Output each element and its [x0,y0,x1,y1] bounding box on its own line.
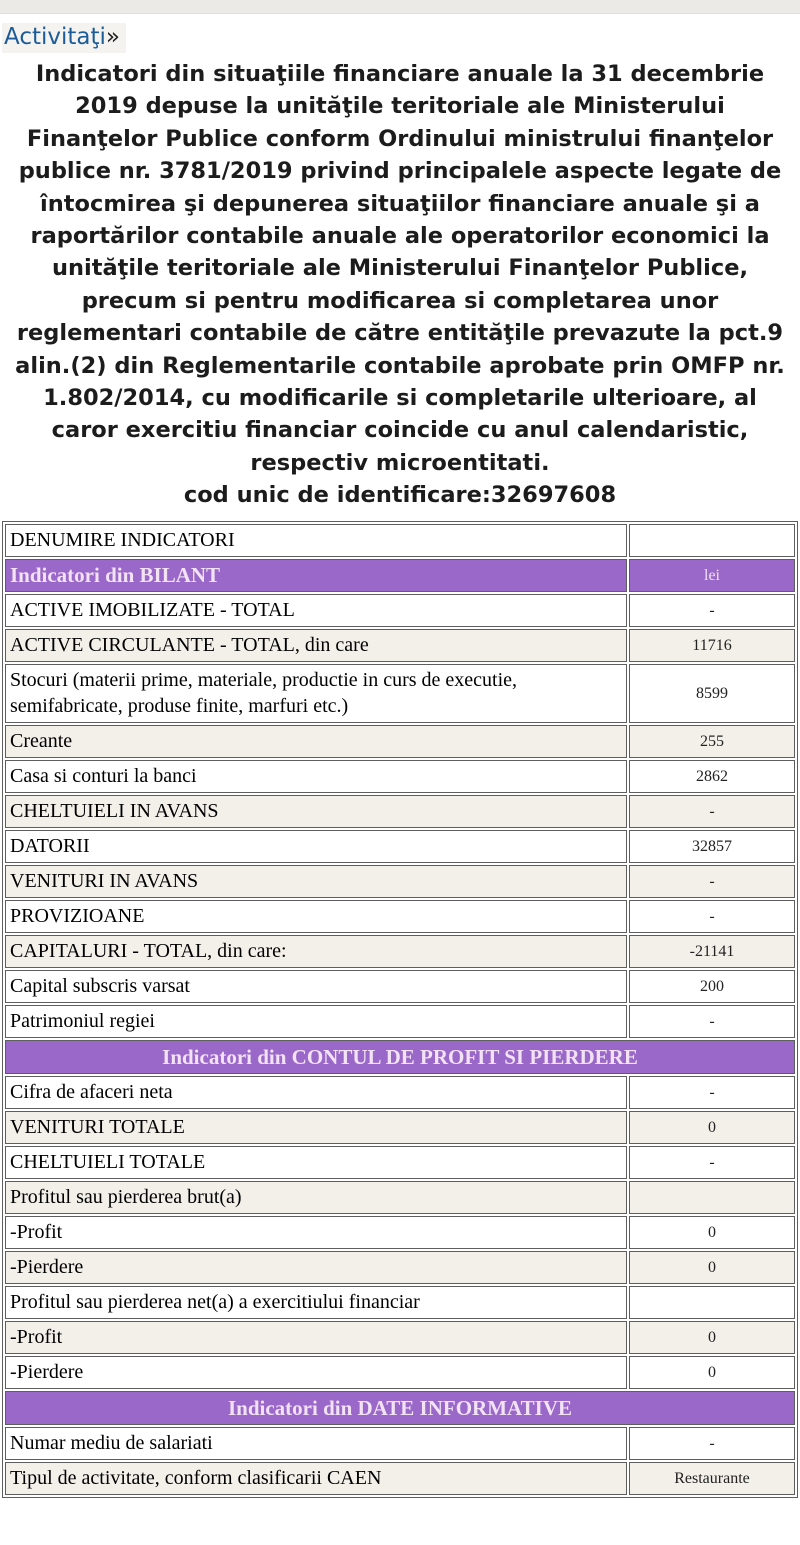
indicator-label: CAPITALURI - TOTAL, din care: [5,935,627,968]
indicator-label: -Pierdere [5,1251,627,1284]
table-row [5,664,795,723]
indicator-value: - [629,865,795,898]
page-title: Indicatori din situaţiile financiare anuale la 31 decembrie 2019 depuse la unităţile teritoriale ale Ministerului Finanţelor Publice conform Ordinului ministrului finanţelor publice nr. 3781/2019 privind principalele aspecte legate de întocmirea şi depunerea situaţiilor financiare anuale şi a raportărilor contabile anuale ale operatorilor economici la unităţile teritoriale ale Ministerului Finanţelor Publice, precum si pentru modificarea si completarea unor reglementari contabile de către entităţile prevazute la pct.9 alin.(2) din Reglementarile contabile aprobate prin OMFP nr. 1.802/2014, cu modificarile si completarile ulterioare, al caror exercitiu financiar coincide cu anul calendaristic, respectiv microentitati. [15,61,785,476]
indicator-label: Profitul sau pierderea brut(a) [5,1181,627,1214]
indicator-value: 255 [629,725,795,758]
table-row [5,524,795,557]
table-row [5,1076,795,1109]
page-title-block [8,58,792,511]
indicator-label: DENUMIRE INDICATORI [5,524,627,557]
indicator-value: 8599 [629,664,795,723]
indicator-label: -Profit [5,1321,627,1354]
table-row [5,900,795,933]
indicator-label: -Pierdere [5,1356,627,1389]
indicator-label: Patrimoniul regiei [5,1005,627,1038]
table-row [5,1462,795,1495]
indicator-value: - [629,1427,795,1460]
indicator-value: Restaurante [629,1462,795,1495]
indicator-value: 32857 [629,830,795,863]
table-row [5,1356,795,1389]
activities-link-label: Activitaţi [4,24,106,50]
indicator-value: 0 [629,1356,795,1389]
indicator-label: VENITURI TOTALE [5,1111,627,1144]
indicator-value: - [629,1146,795,1179]
table-row [5,970,795,1003]
section-header-row [5,1391,795,1425]
table-row [5,795,795,828]
section-header-row [5,1040,795,1074]
cui-line: cod unic de identificare:32697608 [183,482,617,509]
indicator-value: 0 [629,1111,795,1144]
indicator-value: - [629,900,795,933]
table-row [5,1216,795,1249]
indicator-label: CHELTUIELI TOTALE [5,1146,627,1179]
indicator-label: DATORII [5,830,627,863]
table-row [5,935,795,968]
indicator-label: PROVIZIOANE [5,900,627,933]
activities-link[interactable] [2,23,126,53]
section-header-row [5,559,795,592]
section-title: Indicatori din CONTUL DE PROFIT SI PIERDERE [5,1040,795,1074]
indicator-label: CHELTUIELI IN AVANS [5,795,627,828]
indicator-label: ACTIVE IMOBILIZATE - TOTAL [5,594,627,627]
indicator-label: Stocuri (materii prime, materiale, productie in curs de executie, semifabricate, produse finite, marfuri etc.) [5,664,627,723]
financial-indicators-table [2,521,798,1498]
table-row [5,1181,795,1214]
top-strip [0,0,800,14]
indicator-label: Capital subscris varsat [5,970,627,1003]
indicator-value [629,1181,795,1214]
breadcrumb [2,23,800,53]
unit-cell: lei [629,559,795,592]
table-row [5,1427,795,1460]
indicator-label: Profitul sau pierderea net(a) a exercitiului financiar [5,1286,627,1319]
table-row [5,1286,795,1319]
indicator-value: - [629,594,795,627]
section-title: Indicatori din DATE INFORMATIVE [5,1391,795,1425]
indicator-label: Numar mediu de salariati [5,1427,627,1460]
indicator-label: Casa si conturi la banci [5,760,627,793]
table-row [5,760,795,793]
table-row [5,1251,795,1284]
table-row [5,830,795,863]
table-row [5,865,795,898]
indicator-label: Tipul de activitate, conform clasificarii CAEN [5,1462,627,1495]
indicator-value: - [629,795,795,828]
double-chevron-right-icon: » [105,24,120,50]
table-row [5,629,795,662]
indicator-value: 0 [629,1216,795,1249]
indicator-value: - [629,1005,795,1038]
indicator-value: - [629,1076,795,1109]
indicator-label: Cifra de afaceri neta [5,1076,627,1109]
table-row [5,1321,795,1354]
indicator-label: ACTIVE CIRCULANTE - TOTAL, din care [5,629,627,662]
indicator-value [629,524,795,557]
section-title: Indicatori din BILANT [5,559,627,592]
indicator-value: 0 [629,1321,795,1354]
indicator-value: 0 [629,1251,795,1284]
table-row [5,1111,795,1144]
table-row [5,594,795,627]
indicator-label: -Profit [5,1216,627,1249]
table-row [5,1005,795,1038]
indicators-table-body [5,524,795,1495]
indicator-value: 200 [629,970,795,1003]
table-row [5,725,795,758]
indicator-label: VENITURI IN AVANS [5,865,627,898]
table-row [5,1146,795,1179]
indicator-label: Creante [5,725,627,758]
indicator-value: 11716 [629,629,795,662]
indicator-value: 2862 [629,760,795,793]
indicator-value [629,1286,795,1319]
indicator-value: -21141 [629,935,795,968]
